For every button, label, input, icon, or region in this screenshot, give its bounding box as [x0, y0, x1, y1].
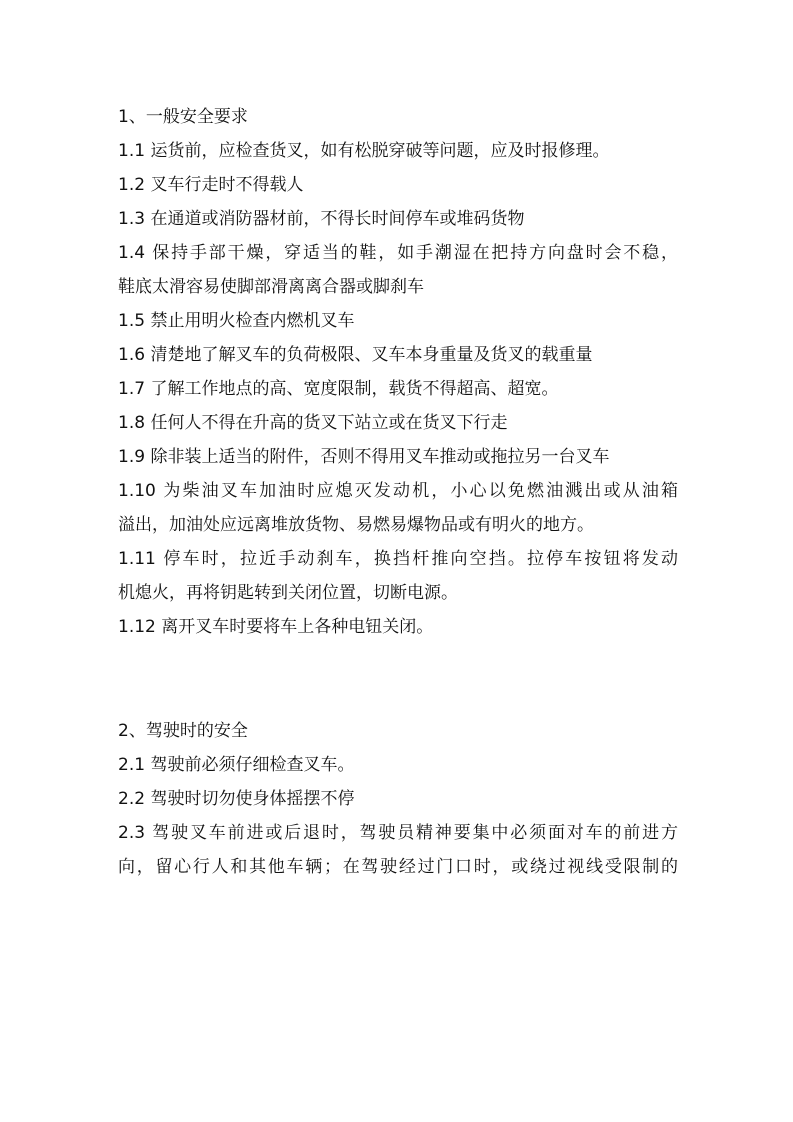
item-1-5: 1.5 禁止用明火检查内燃机叉车 [118, 311, 355, 331]
item-1-10-line-1: 1.10 为柴油叉车加油时应熄灭发动机，小心以免燃油溅出或从油箱 [118, 481, 678, 501]
item-1-7: 1.7 了解工作地点的高、宽度限制，载货不得超高、超宽。 [118, 379, 559, 399]
section-spacer [118, 644, 678, 714]
item-2-3-line-1: 2.3 驾驶叉车前进或后退时，驾驶员精神要集中必须面对车的前进方 [118, 823, 678, 843]
item-1-2: 1.2 叉车行走时不得载人 [118, 175, 304, 195]
item-1-8: 1.8 任何人不得在升高的货叉下站立或在货叉下行走 [118, 413, 508, 433]
item-2-3-line-2: 向，留心行人和其他车辆；在驾驶经过门口时，或绕过视线受限制的 [118, 857, 678, 877]
item-1-11-line-2: 机熄火，再将钥匙转到关闭位置，切断电源。 [118, 583, 458, 603]
item-1-4-line-2: 鞋底太滑容易使脚部滑离离合器或脚刹车 [118, 277, 424, 297]
item-1-12: 1.12 离开叉车时要将车上各种电钮关闭。 [118, 617, 434, 637]
item-2-1: 2.1 驾驶前必须仔细检查叉车。 [118, 755, 355, 775]
item-1-4-line-1: 1.4 保持手部干燥，穿适当的鞋，如手潮湿在把持方向盘时会不稳， [118, 243, 678, 263]
item-1-6: 1.6 清楚地了解叉车的负荷极限、叉车本身重量及货叉的载重量 [118, 345, 593, 365]
item-1-10-line-2: 溢出，加油处应远离堆放货物、易燃易爆物品或有明火的地方。 [118, 515, 594, 535]
section-2-heading: 2、驾驶时的安全 [118, 721, 248, 741]
item-1-3: 1.3 在通道或消防器材前，不得长时间停车或堆码货物 [118, 209, 525, 229]
section-1-heading: 1、一般安全要求 [118, 107, 248, 127]
item-1-11-line-1: 1.11 停车时，拉近手动刹车，换挡杆推向空挡。拉停车按钮将发动 [118, 549, 678, 569]
item-2-2: 2.2 驾驶时切勿使身体摇摆不停 [118, 789, 355, 809]
item-1-9: 1.9 除非装上适当的附件，否则不得用叉车推动或拖拉另一台叉车 [118, 447, 610, 467]
document-body [118, 100, 678, 884]
item-1-1: 1.1 运货前，应检查货叉，如有松脱穿破等问题，应及时报修理。 [118, 141, 610, 161]
